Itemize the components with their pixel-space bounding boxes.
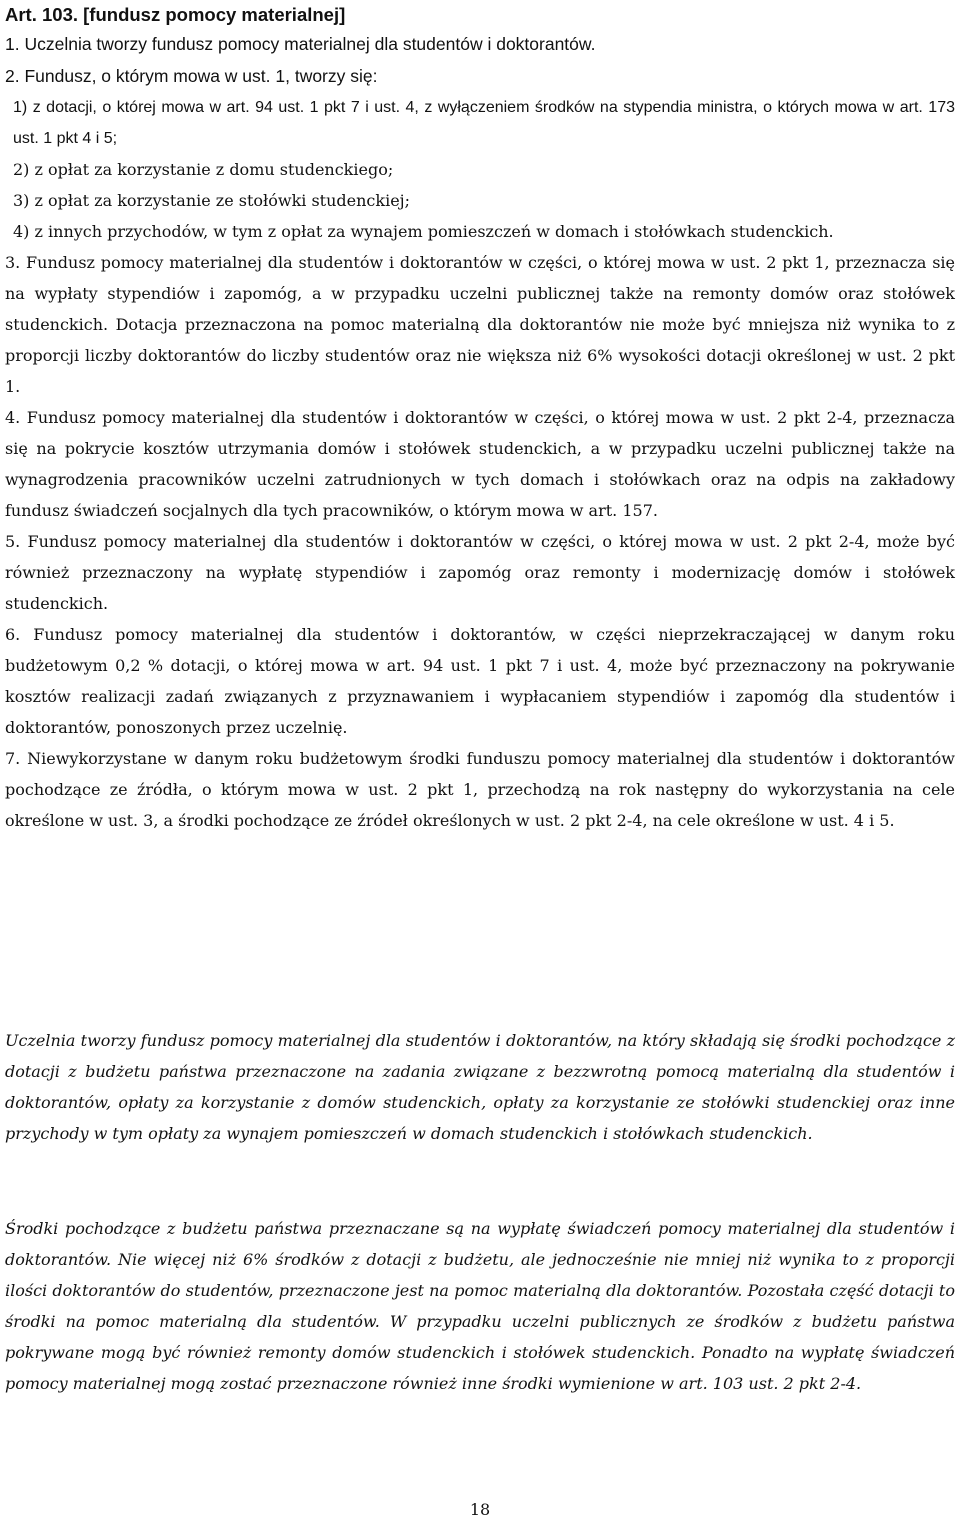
- paragraph-7: 7. Niewykorzystane w danym roku budżetowym środki funduszu pomocy materialnej dla studentów i doktorantów pochodzące ze źródła, o którym mowa w ust. 2 pkt 1, przechodzą na rok następny do wykorzystania na cele określone w ust. 3, a środki pochodzące ze źródeł określonych w ust. 2 pkt 2-4, na cele określone w ust. 4 i 5.: [5, 749, 955, 830]
- list-item-1: 1) z dotacji, o której mowa w art. 94 ust. 1 pkt 7 i ust. 4, z wyłączeniem środków na stypendia ministra, o których mowa w art. 173 ust. 1 pkt 4 i 5;: [13, 99, 955, 147]
- paragraph-3: 3. Fundusz pomocy materialnej dla studentów i doktorantów w części, o której mowa w ust. 2 pkt 1, przeznacza się na wypłaty stypendiów i zapomóg, a w przypadku uczelni publicznej także na remonty domów oraz stołówek studenckich. Dotacja przeznaczona na pomoc materialną dla doktorantów nie może być mniejsza niż wynika to z proporcji liczby doktorantów do liczby studentów oraz nie większa niż 6% wysokości dotacji określonej w ust. 2 pkt 1.: [5, 253, 955, 396]
- list-item-3: 3) z opłat za korzystanie ze stołówki studenckiej;: [13, 191, 411, 210]
- list-item-4: 4) z innych przychodów, w tym z opłat za wynajem pomieszczeń w domach i stołówkach studenckich.: [13, 222, 834, 241]
- paragraph-6: 6. Fundusz pomocy materialnej dla studentów i doktorantów, w części nieprzekraczającej w danym roku budżetowym 0,2 % dotacji, o której mowa w art. 94 ust. 1 pkt 7 i ust. 4, może być przeznaczony na pokrywanie kosztów realizacji zadań związanych z przyznawaniem i wypłacaniem stypendiów i zapomóg dla studentów i doktorantów, ponoszonych przez uczelnię.: [5, 625, 955, 737]
- paragraph-2: 2. Fundusz, o którym mowa w ust. 1, tworzy się:: [5, 65, 378, 86]
- document-page: [5, 0, 955, 1393]
- commentary-paragraph-1: Uczelnia tworzy fundusz pomocy materialnej dla studentów i doktorantów, na który składają się środki pochodzące z dotacji z budżetu państwa przeznaczone na zadania związane z bezzwrotną pomocą materialną dla studentów i doktorantów, opłaty za korzystanie z domów studenckich, opłaty za korzystanie ze stołówki studenckiej oraz inne przychody w tym opłaty za wynajem pomieszczeń w domach studenckich i stołówkach studenckich.: [5, 1031, 955, 1143]
- paragraph-4: 4. Fundusz pomocy materialnej dla studentów i doktorantów w części, o której mowa w ust. 2 pkt 2-4, przeznacza się na pokrycie kosztów utrzymania domów i stołówek studenckich, a w przypadku uczelni publicznej także na wynagrodzenia pracowników uczelni zatrudnionych w tych domach i stołówkach oraz na odpis na zakładowy fundusz świadczeń socjalnych dla tych pracowników, o którym mowa w art. 157.: [5, 408, 955, 520]
- article-title: Art. 103. [fundusz pomocy materialnej]: [5, 4, 346, 25]
- page-number: 18: [469, 1500, 491, 1519]
- paragraph-5: 5. Fundusz pomocy materialnej dla studentów i doktorantów w części, o której mowa w ust. 2 pkt 2-4, może być również przeznaczony na wypłatę stypendiów i zapomóg oraz remonty i modernizację domów i stołówek studenckich.: [5, 532, 955, 613]
- commentary-paragraph-2: Środki pochodzące z budżetu państwa przeznaczane są na wypłatę świadczeń pomocy materialnej dla studentów i doktorantów. Nie więcej niż 6% środków z dotacji z budżetu, ale jednocześnie nie mniej niż wynika to z proporcji ilości doktorantów do studentów, przeznaczone jest na pomoc materialną dla doktorantów. Pozostała część dotacji to środki na pomoc materialną dla studentów. W przypadku uczelni publicznych ze środków z budżetu państwa pokrywane mogą być również remonty domów studenckich i stołówek studenckich. Ponadto na wypłatę świadczeń pomocy materialnej mogą zostać przeznaczone również inne środki wymienione w art. 103 ust. 2 pkt 2-4.: [5, 1219, 955, 1393]
- paragraph-1: 1. Uczelnia tworzy fundusz pomocy materialnej dla studentów i doktorantów.: [5, 34, 596, 54]
- list-item-2: 2) z opłat za korzystanie z domu studenckiego;: [13, 160, 394, 179]
